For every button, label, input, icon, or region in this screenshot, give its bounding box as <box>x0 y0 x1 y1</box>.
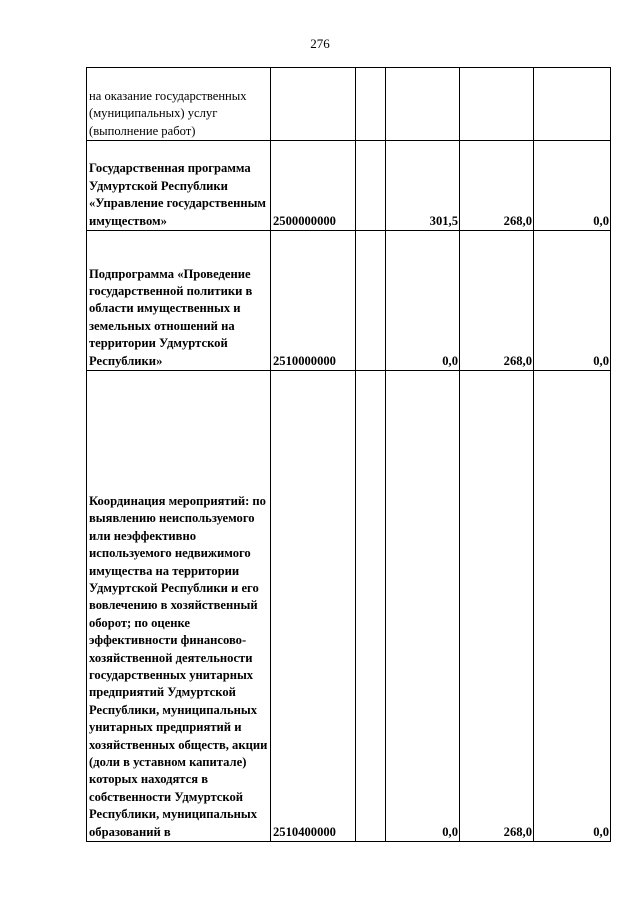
row-value-cell: 0,0 <box>534 371 611 842</box>
row-value-cell: 0,0 <box>534 141 611 231</box>
row-code-cell: 2510000000 <box>271 231 356 371</box>
row-value-cell: 268,0 <box>460 371 534 842</box>
row-name-cell <box>87 231 271 371</box>
row-value-cell: 0,0 <box>386 371 460 842</box>
row-code-cell: 2510400000 <box>271 371 356 842</box>
row-value-cell: 301,5 <box>386 141 460 231</box>
row-value-cell: 0,0 <box>534 231 611 371</box>
row-empty-cell <box>356 371 386 842</box>
row-empty-cell <box>356 231 386 371</box>
row-name-cell <box>87 371 271 842</box>
row-name: Подпрограмма «Проведение государственной политики в области имущественных и земельных отношений на территории Удмуртской Республики» <box>89 266 253 368</box>
row-empty-cell <box>356 68 386 141</box>
table-row <box>87 68 611 141</box>
row-value-cell: 0,0 <box>386 231 460 371</box>
table-row <box>87 231 611 371</box>
row-value-cell <box>534 68 611 141</box>
row-value-cell: 268,0 <box>460 231 534 371</box>
page-number: 276 <box>310 36 330 51</box>
row-value-cell <box>386 68 460 141</box>
row-code-cell: 2500000000 <box>271 141 356 231</box>
row-value-cell: 268,0 <box>460 141 534 231</box>
row-name: Координация мероприятий: по выявлению неиспользуемого или неэффективно используемого недвижимого имущества на территории Удмуртской Республики и его вовлечению в хозяйственный оборот; по оценке эффективности финансово-хозяйственной деятельности государственных унитарных предприятий Удмуртской Республики, муниципальных унитарных предприятий и хозяйственных обществ, акции (доли в уставном капитале) которых находятся в собственности Удмуртской Республики, муниципальных образований в <box>89 493 268 839</box>
row-value-cell <box>460 68 534 141</box>
row-name: на оказание государственных (муниципальных) услуг (выполнение работ) <box>89 88 247 138</box>
row-empty-cell <box>356 141 386 231</box>
row-name: Государственная программа Удмуртской Республики «Управление государственным имуществом» <box>89 161 266 228</box>
row-code-cell <box>271 68 356 141</box>
budget-table <box>86 67 611 842</box>
row-name-cell <box>87 141 271 231</box>
table-row <box>87 141 611 231</box>
row-name-cell <box>87 68 271 141</box>
table-row <box>87 371 611 842</box>
